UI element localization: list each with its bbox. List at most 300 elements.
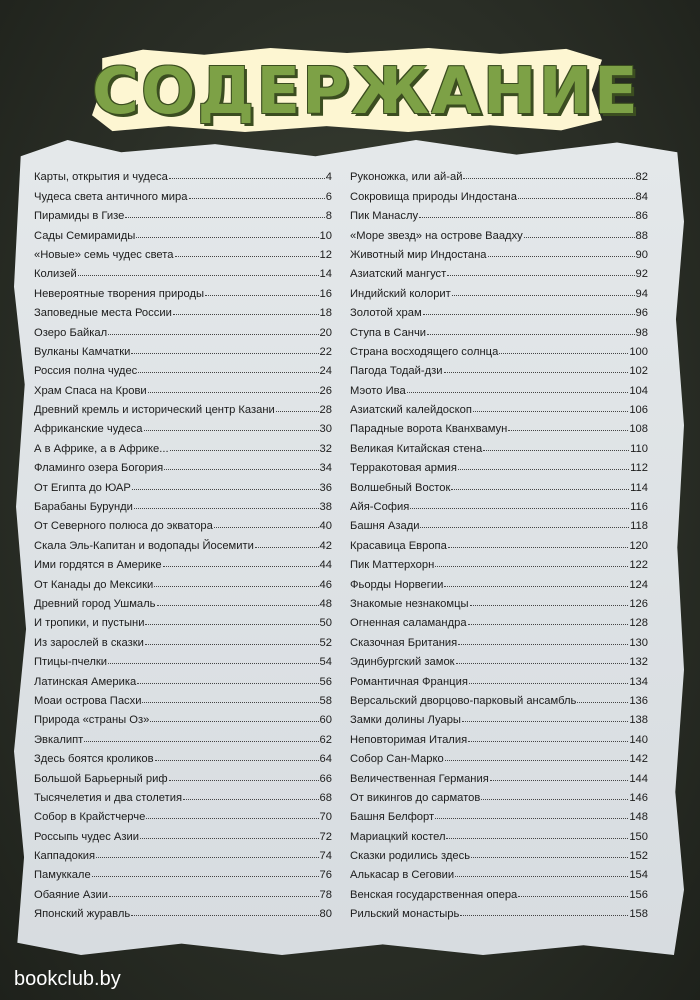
dot-leader (490, 780, 629, 781)
toc-entry-title: Азиатский калейдоскоп (350, 404, 472, 417)
toc-entry[interactable] (350, 397, 648, 416)
dot-leader (407, 392, 629, 393)
toc-entry[interactable] (34, 668, 332, 687)
toc-entry[interactable] (34, 183, 332, 202)
toc-entry[interactable] (350, 843, 648, 862)
toc-entry-page: 28 (319, 404, 332, 417)
toc-entry-title: Большой Барьерный риф (34, 772, 168, 785)
toc-entry-title: Венская государственная опера (350, 888, 518, 901)
dot-leader (205, 295, 319, 296)
dot-leader (164, 469, 318, 470)
toc-entry-page: 136 (629, 694, 648, 707)
dot-leader (169, 178, 325, 179)
toc-entry-page: 88 (635, 229, 648, 242)
toc-entry[interactable] (34, 339, 332, 358)
dot-leader (455, 876, 628, 877)
toc-entry-page: 72 (319, 830, 332, 843)
toc-entry-title: Замки долины Луары (350, 714, 461, 727)
toc-entry[interactable] (350, 532, 648, 551)
dot-leader (108, 334, 318, 335)
toc-entry[interactable] (34, 552, 332, 571)
toc-entry-page: 126 (629, 597, 648, 610)
dot-leader (469, 683, 628, 684)
toc-entry[interactable] (350, 765, 648, 784)
dot-leader (468, 624, 629, 625)
dot-leader (446, 838, 628, 839)
toc-entry[interactable] (34, 591, 332, 610)
toc-entry-page: 124 (629, 578, 648, 591)
toc-entry-page: 30 (319, 423, 332, 436)
toc-entry[interactable] (34, 649, 332, 668)
toc-entry-page: 42 (319, 539, 332, 552)
dot-leader (420, 527, 629, 528)
toc-entry[interactable] (34, 862, 332, 881)
toc-entry[interactable] (350, 319, 648, 338)
toc-entry-title: Индийский колорит (350, 287, 451, 300)
toc-entry[interactable] (34, 765, 332, 784)
dot-leader (577, 702, 628, 703)
dot-leader (140, 838, 319, 839)
toc-entry-title: Карты, открытия и чудеса (34, 171, 168, 184)
toc-entry[interactable] (350, 280, 648, 299)
dot-leader (150, 721, 318, 722)
toc-entry-title: Чудеса света античного мира (34, 190, 188, 203)
toc-entry-page: 112 (630, 462, 648, 475)
toc-entry-page: 46 (319, 578, 332, 591)
toc-entry[interactable] (34, 707, 332, 726)
dot-leader (447, 275, 634, 276)
toc-entry-title: Латинская Америка (34, 675, 137, 688)
toc-entry-title: Романтичная Франция (350, 675, 468, 688)
toc-entry-title: Природа «страны Оз» (34, 714, 150, 727)
dot-leader (473, 411, 628, 412)
toc-entry-title: Золотой храм (350, 307, 422, 320)
dot-leader (134, 508, 319, 509)
toc-entry-page: 44 (319, 559, 332, 572)
toc-entry-title: Пирамиды в Гизе (34, 210, 125, 223)
toc-entry-page: 122 (629, 559, 648, 572)
toc-entry-page: 70 (319, 811, 332, 824)
dot-leader (518, 198, 635, 199)
toc-entry[interactable] (350, 901, 648, 920)
toc-entry-title: И тропики, и пустыни (34, 617, 145, 630)
toc-entry-title: Памуккале (34, 869, 91, 882)
toc-entry[interactable] (34, 843, 332, 862)
toc-entry-page: 54 (319, 656, 332, 669)
toc-entry-page: 154 (629, 869, 648, 882)
toc-entry-title: Ступа в Санчи (350, 326, 427, 339)
toc-entry-title: Африканские чудеса (34, 423, 143, 436)
toc-entry-title: Фламинго озера Богория (34, 462, 164, 475)
toc-entry-title: Японский журавль (34, 908, 131, 921)
dot-leader (175, 256, 319, 257)
toc-entry-page: 104 (629, 384, 648, 397)
toc-entry-title: Собор в Крайстчерче (34, 811, 146, 824)
toc-entry-title: Мариацкий костел (350, 830, 446, 843)
toc-entry[interactable] (34, 222, 332, 241)
dot-leader (183, 799, 319, 800)
toc-entry-page: 60 (319, 714, 332, 727)
toc-entry-title: Неповторимая Италия (350, 733, 468, 746)
toc-entry-title: Древний кремль и исторический центр Казани (34, 404, 275, 417)
dot-leader (148, 392, 319, 393)
toc-entry[interactable] (350, 862, 648, 881)
dot-leader (92, 876, 319, 877)
toc-entry[interactable] (34, 610, 332, 629)
toc-entry[interactable] (350, 668, 648, 687)
toc-entry[interactable] (34, 397, 332, 416)
toc-entry-title: Величественная Германия (350, 772, 489, 785)
toc-entry-page: 64 (319, 753, 332, 766)
toc-entry-title: Ими гордятся в Америке (34, 559, 162, 572)
dot-leader (154, 586, 318, 587)
toc-entry[interactable] (350, 804, 648, 823)
toc-entry[interactable] (34, 319, 332, 338)
toc-entry-title: Храм Спаса на Крови (34, 384, 147, 397)
toc-entry-title: Невероятные творения природы (34, 287, 205, 300)
toc-entry-title: Сады Семирамиды (34, 229, 136, 242)
toc-entry[interactable] (34, 416, 332, 435)
toc-entry-title: Страна восходящего солнца (350, 345, 499, 358)
toc-entry-page: 116 (630, 501, 648, 514)
toc-entry-title: Животный мир Индостана (350, 248, 487, 261)
toc-entry-page: 158 (629, 908, 648, 921)
dot-leader (458, 469, 629, 470)
toc-entry-title: Руконожка, или ай-ай (350, 171, 463, 184)
toc-entry-page: 152 (629, 850, 648, 863)
dot-leader (214, 527, 319, 528)
dot-leader (255, 547, 319, 548)
toc-entry[interactable] (34, 455, 332, 474)
toc-entry-page: 80 (319, 908, 332, 921)
dot-leader (136, 237, 318, 238)
toc-entry[interactable] (350, 746, 648, 765)
toc-entry-page: 90 (635, 248, 648, 261)
dot-leader (169, 780, 319, 781)
toc-entry[interactable] (34, 474, 332, 493)
dot-leader (456, 663, 629, 664)
toc-entry-page: 40 (319, 520, 332, 533)
toc-entry[interactable] (34, 164, 332, 183)
dot-leader (131, 353, 318, 354)
dot-leader (78, 275, 319, 276)
toc-entry-title: Вулканы Камчатки (34, 345, 131, 358)
toc-entry-page: 8 (325, 210, 332, 223)
toc-entry[interactable] (350, 474, 648, 493)
toc-entry[interactable] (34, 571, 332, 590)
toc-entry-title: Заповедные места России (34, 307, 172, 320)
toc-entry-title: Азиатский мангуст (350, 268, 447, 281)
dot-leader (463, 178, 634, 179)
toc-entry[interactable] (350, 649, 648, 668)
toc-entry[interactable] (34, 435, 332, 454)
toc-entry[interactable] (350, 726, 648, 745)
toc-entry-title: Из зарослей в сказки (34, 636, 144, 649)
toc-entry[interactable] (34, 513, 332, 532)
toc-column-right (350, 164, 648, 920)
toc-entry-title: От Канады до Мексики (34, 578, 154, 591)
toc-entry-page: 14 (319, 268, 332, 281)
toc-entry-page: 62 (319, 733, 332, 746)
toc-entry-page: 10 (319, 229, 332, 242)
dot-leader (435, 566, 628, 567)
toc-entry-page: 102 (629, 365, 648, 378)
toc-entry-title: Здесь боятся кроликов (34, 753, 154, 766)
dot-leader (189, 198, 325, 199)
toc-entry[interactable] (350, 300, 648, 319)
toc-entry-page: 66 (319, 772, 332, 785)
toc-entry-page: 118 (630, 520, 648, 533)
dot-leader (458, 644, 628, 645)
dot-leader (460, 915, 628, 916)
site-watermark: bookclub.by (14, 968, 121, 990)
toc-entry-title: Тысячелетия и два столетия (34, 791, 183, 804)
toc-entry[interactable] (350, 881, 648, 900)
toc-entry-title: Фьорды Норвегии (350, 578, 444, 591)
dot-leader (471, 857, 628, 858)
dot-leader (483, 450, 629, 451)
toc-entry-title: Древний город Ушмаль (34, 597, 156, 610)
toc-entry-title: Великая Китайская стена (350, 442, 483, 455)
dot-leader (419, 217, 634, 218)
toc-entry[interactable] (350, 823, 648, 842)
toc-entry-title: Моаи острова Пасхи (34, 694, 142, 707)
toc-entry-title: Красавица Европа (350, 539, 447, 552)
toc-entry[interactable] (350, 183, 648, 202)
toc-entry[interactable] (34, 280, 332, 299)
toc-entry[interactable] (350, 377, 648, 396)
toc-entry[interactable] (350, 494, 648, 513)
toc-entry[interactable] (34, 494, 332, 513)
toc-entry-page: 106 (629, 404, 648, 417)
toc-entry-page: 4 (325, 171, 332, 184)
toc-entry[interactable] (350, 688, 648, 707)
toc-entry-page: 74 (319, 850, 332, 863)
toc-entry-page: 16 (319, 287, 332, 300)
toc-entry-title: Терракотовая армия (350, 462, 457, 475)
toc-entry-title: Волшебный Восток (350, 481, 451, 494)
toc-entry-title: Эвкалипт (34, 733, 84, 746)
toc-entry-page: 108 (629, 423, 648, 436)
toc-entry[interactable] (350, 261, 648, 280)
toc-entry-title: Пик Маттерхорн (350, 559, 435, 572)
toc-entry[interactable] (350, 164, 648, 183)
toc-entry[interactable] (350, 610, 648, 629)
toc-entry-title: Колизей (34, 268, 77, 281)
toc-entry-page: 86 (635, 210, 648, 223)
toc-entry-page: 48 (319, 597, 332, 610)
toc-entry-page: 98 (635, 326, 648, 339)
dot-leader (481, 799, 628, 800)
dot-leader (445, 760, 629, 761)
toc-entry[interactable] (34, 203, 332, 222)
toc-entry-page: 144 (629, 772, 648, 785)
toc-entry-title: Эдинбургский замок (350, 656, 455, 669)
toc-entry[interactable] (350, 629, 648, 648)
dot-leader (145, 624, 318, 625)
toc-entry-page: 100 (629, 345, 648, 358)
dot-leader (144, 430, 319, 431)
toc-entry[interactable] (34, 300, 332, 319)
toc-entry-title: Сказки родились здесь (350, 850, 471, 863)
toc-entry[interactable] (350, 358, 648, 377)
dot-leader (470, 605, 629, 606)
toc-entry[interactable] (350, 416, 648, 435)
toc-entry[interactable] (34, 358, 332, 377)
toc-entry-page: 110 (630, 442, 648, 455)
toc-entry-title: Огненная саламандра (350, 617, 467, 630)
toc-entry[interactable] (34, 785, 332, 804)
toc-entry-page: 140 (629, 733, 648, 746)
dot-leader (410, 508, 629, 509)
title-banner (92, 40, 640, 140)
toc-entry-page: 78 (319, 888, 332, 901)
toc-entry-title: Скала Эль-Капитан и водопады Йосемити (34, 539, 254, 552)
toc-entry-page: 6 (325, 190, 332, 203)
dot-leader (468, 741, 628, 742)
toc-entry-page: 34 (319, 462, 332, 475)
dot-leader (508, 430, 628, 431)
dot-leader (170, 450, 319, 451)
toc-entry[interactable] (350, 455, 648, 474)
toc-entry[interactable] (34, 804, 332, 823)
toc-entry-title: Птицы-пчелки (34, 656, 107, 669)
toc-entry[interactable] (350, 222, 648, 241)
dot-leader (462, 721, 628, 722)
dot-leader (488, 256, 635, 257)
toc-entry[interactable] (34, 377, 332, 396)
toc-entry-title: Знакомые незнакомцы (350, 597, 469, 610)
toc-entry[interactable] (34, 629, 332, 648)
dot-leader (452, 295, 635, 296)
toc-entry[interactable] (350, 552, 648, 571)
toc-entry-title: Сокровища природы Индостана (350, 190, 517, 203)
toc-entry-title: Версальский дворцово-парковый ансамбль (350, 694, 577, 707)
dot-leader (451, 489, 629, 490)
toc-entry[interactable] (34, 881, 332, 900)
toc-entry-page: 50 (319, 617, 332, 630)
dot-leader (499, 353, 628, 354)
toc-entry-title: Пик Манаслу (350, 210, 419, 223)
toc-entry-page: 32 (319, 442, 332, 455)
toc-entry-title: От Северного полюса до экватора (34, 520, 213, 533)
toc-entry[interactable] (350, 785, 648, 804)
toc-entry[interactable] (350, 203, 648, 222)
dot-leader (173, 314, 319, 315)
toc-entry-title: Россыпь чудес Азии (34, 830, 140, 843)
toc-entry-title: От викингов до сарматов (350, 791, 481, 804)
toc-entry[interactable] (350, 339, 648, 358)
toc-entry-page: 84 (635, 190, 648, 203)
dot-leader (435, 818, 628, 819)
toc-entry-page: 120 (629, 539, 648, 552)
toc-entry-page: 134 (629, 675, 648, 688)
toc-entry-page: 24 (319, 365, 332, 378)
dot-leader (142, 702, 318, 703)
dot-leader (157, 605, 319, 606)
toc-entry-page: 38 (319, 501, 332, 514)
toc-entry-page: 58 (319, 694, 332, 707)
toc-entry-title: Каппадокия (34, 850, 96, 863)
toc-entry[interactable] (350, 571, 648, 590)
toc-entry[interactable] (34, 532, 332, 551)
toc-entry[interactable] (34, 901, 332, 920)
toc-column-left (34, 164, 332, 920)
dot-leader (276, 411, 319, 412)
dot-leader (137, 683, 318, 684)
dot-leader (109, 896, 319, 897)
toc-entry-page: 68 (319, 791, 332, 804)
dot-leader (518, 896, 628, 897)
toc-entry-page: 114 (630, 481, 648, 494)
toc-entry-title: Парадные ворота Кванхвамун (350, 423, 508, 436)
toc-entry-title: Пагода Тодай-дзи (350, 365, 443, 378)
toc-entry[interactable] (34, 823, 332, 842)
toc-entry-page: 82 (635, 171, 648, 184)
page-title: СОДЕРЖАНИЕ (92, 55, 640, 129)
toc-entry-title: От Египта до ЮАР (34, 481, 131, 494)
toc-entry[interactable] (350, 513, 648, 532)
dot-leader (448, 547, 628, 548)
dot-leader (96, 857, 319, 858)
toc-entry[interactable] (350, 435, 648, 454)
toc-entry[interactable] (350, 591, 648, 610)
toc-entry[interactable] (34, 261, 332, 280)
toc-entry-page: 18 (319, 307, 332, 320)
toc-entry-title: А в Африке, а в Африке... (34, 442, 169, 455)
toc-entry[interactable] (34, 726, 332, 745)
dot-leader (138, 372, 318, 373)
toc-entry-title: Рильский монастырь (350, 908, 460, 921)
toc-entry-page: 156 (629, 888, 648, 901)
dot-leader (125, 217, 324, 218)
toc-entry-page: 52 (319, 636, 332, 649)
dot-leader (145, 644, 319, 645)
toc-entry-page: 94 (635, 287, 648, 300)
dot-leader (155, 760, 319, 761)
toc-entry-title: Обаяние Азии (34, 888, 108, 901)
toc-entry-title: Сказочная Британия (350, 636, 458, 649)
toc-entry-title: Россия полна чудес (34, 365, 138, 378)
toc-entry-page: 76 (319, 869, 332, 882)
toc-entry-page: 132 (629, 656, 648, 669)
toc-entry-page: 146 (629, 791, 648, 804)
toc-entry[interactable] (34, 242, 332, 261)
dot-leader (131, 915, 318, 916)
toc-entry-page: 26 (319, 384, 332, 397)
toc-entry-title: Озеро Байкал (34, 326, 108, 339)
toc-entry[interactable] (350, 242, 648, 261)
toc-entry-title: Алькасар в Сеговии (350, 869, 455, 882)
toc-entry-page: 20 (319, 326, 332, 339)
toc-entry-title: Айя-София (350, 501, 410, 514)
toc-entry[interactable] (350, 707, 648, 726)
dot-leader (423, 314, 635, 315)
toc-entry-title: «Новые» семь чудес света (34, 248, 174, 261)
toc-entry[interactable] (34, 746, 332, 765)
toc-entry[interactable] (34, 688, 332, 707)
toc-entry-page: 138 (629, 714, 648, 727)
dot-leader (444, 586, 628, 587)
dot-leader (427, 334, 635, 335)
toc-entry-title: Башня Азади (350, 520, 420, 533)
toc-entry-page: 22 (319, 345, 332, 358)
toc-entry-page: 142 (629, 753, 648, 766)
toc-entry-title: Собор Сан-Марко (350, 753, 444, 766)
toc-entry-title: Барабаны Бурунди (34, 501, 133, 514)
dot-leader (444, 372, 629, 373)
toc-entry-page: 148 (629, 811, 648, 824)
